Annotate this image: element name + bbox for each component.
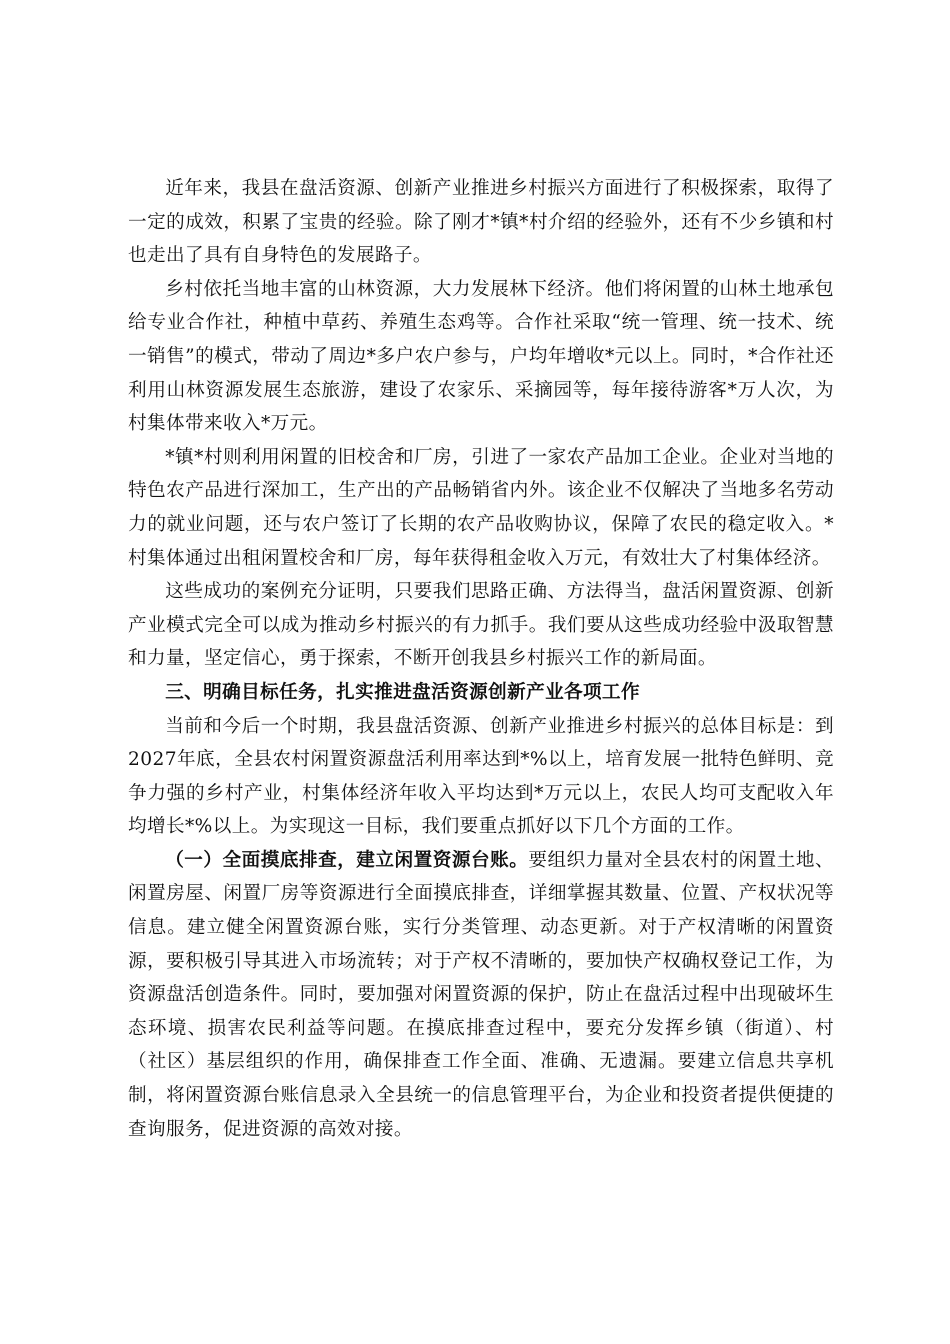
paragraph-conclusion: 这些成功的案例充分证明，只要我们思路正确、方法得当，盘活闲置资源、创新产业模式完全可以成为推动乡村振兴的有力抓手。我们要从这些成功经验中汲取智慧和力量，坚定信心，勇于探索，不断开创我县乡村振兴工作的新局面。: [128, 581, 834, 670]
item-one-body: 要组织力量对全县农村的闲置土地、闲置房屋、闲置厂房等资源进行全面摸底排查，详细掌握其数量、位置、产权状况等信息。建立健全闲置资源台账，实行分类管理、动态更新。对于产权清晰的闲置资源，要积极引导其进入市场流转；对于产权不清晰的，要加快产权确权登记工作，为资源盘活创造条件。同时，要加强对闲置资源的保护，防止在盘活过程中出现破坏生态环境、损害农民利益等问题。在摸底排查过程中，要充分发挥乡镇（街道）、村（社区）基层组织的作用，确保排查工作全面、准确、无遗漏。要建立信息共享机制，将闲置资源台账信息录入全县统一的信息管理平台，为企业和投资者提供便捷的查询服务，促进资源的高效对接。: [128, 849, 835, 1140]
paragraph-overall-target: 当前和今后一个时期，我县盘活资源、创新产业推进乡村振兴的总体目标是：到2027年底，全县农村闲置资源盘活利用率达到*%以上，培育发展一批特色鲜明、竞争力强的乡村产业，村集体经济年收入平均达到*万元以上，农民人均可支配收入年均增长*%以上。为实现这一目标，我们要重点抓好以下几个方面的工作。: [128, 715, 834, 838]
paragraph-forest-economy: 乡村依托当地丰富的山林资源，大力发展林下经济。他们将闲置的山林土地承包给专业合作社，种植中草药、养殖生态鸡等。合作社采取“统一管理、统一技术、统一销售”的模式，带动了周边*多户农户参与，户均年增收*元以上。同时，*合作社还利用山林资源发展生态旅游，建设了农家乐、采摘园等，每年接待游客*万人次，为村集体带来收入*万元。: [128, 278, 834, 435]
paragraph-item-one: [128, 844, 834, 1146]
paragraph-intro: 近年来，我县在盘活资源、创新产业推进乡村振兴方面进行了积极探索，取得了一定的成效，积累了宝贵的经验。除了刚才*镇*村介绍的经验外，还有不少乡镇和村也走出了具有自身特色的发展路子。: [128, 178, 834, 267]
paragraph-processing-enterprise: *镇*村则利用闲置的旧校舍和厂房，引进了一家农产品加工企业。企业对当地的特色农产品进行深加工，生产出的产品畅销省内外。该企业不仅解决了当地多名劳动力的就业问题，还与农户签订了长期的农产品收购协议，保障了农民的稳定收入。*村集体通过出租闲置校舍和厂房，每年获得租金收入万元，有效壮大了村集体经济。: [128, 446, 834, 569]
section-heading: 三、明确目标任务，扎实推进盘活资源创新产业各项工作: [165, 681, 641, 703]
item-one-lead: （一）全面摸底排查，建立闲置资源台账。: [165, 849, 529, 871]
document-body: [128, 172, 834, 1146]
